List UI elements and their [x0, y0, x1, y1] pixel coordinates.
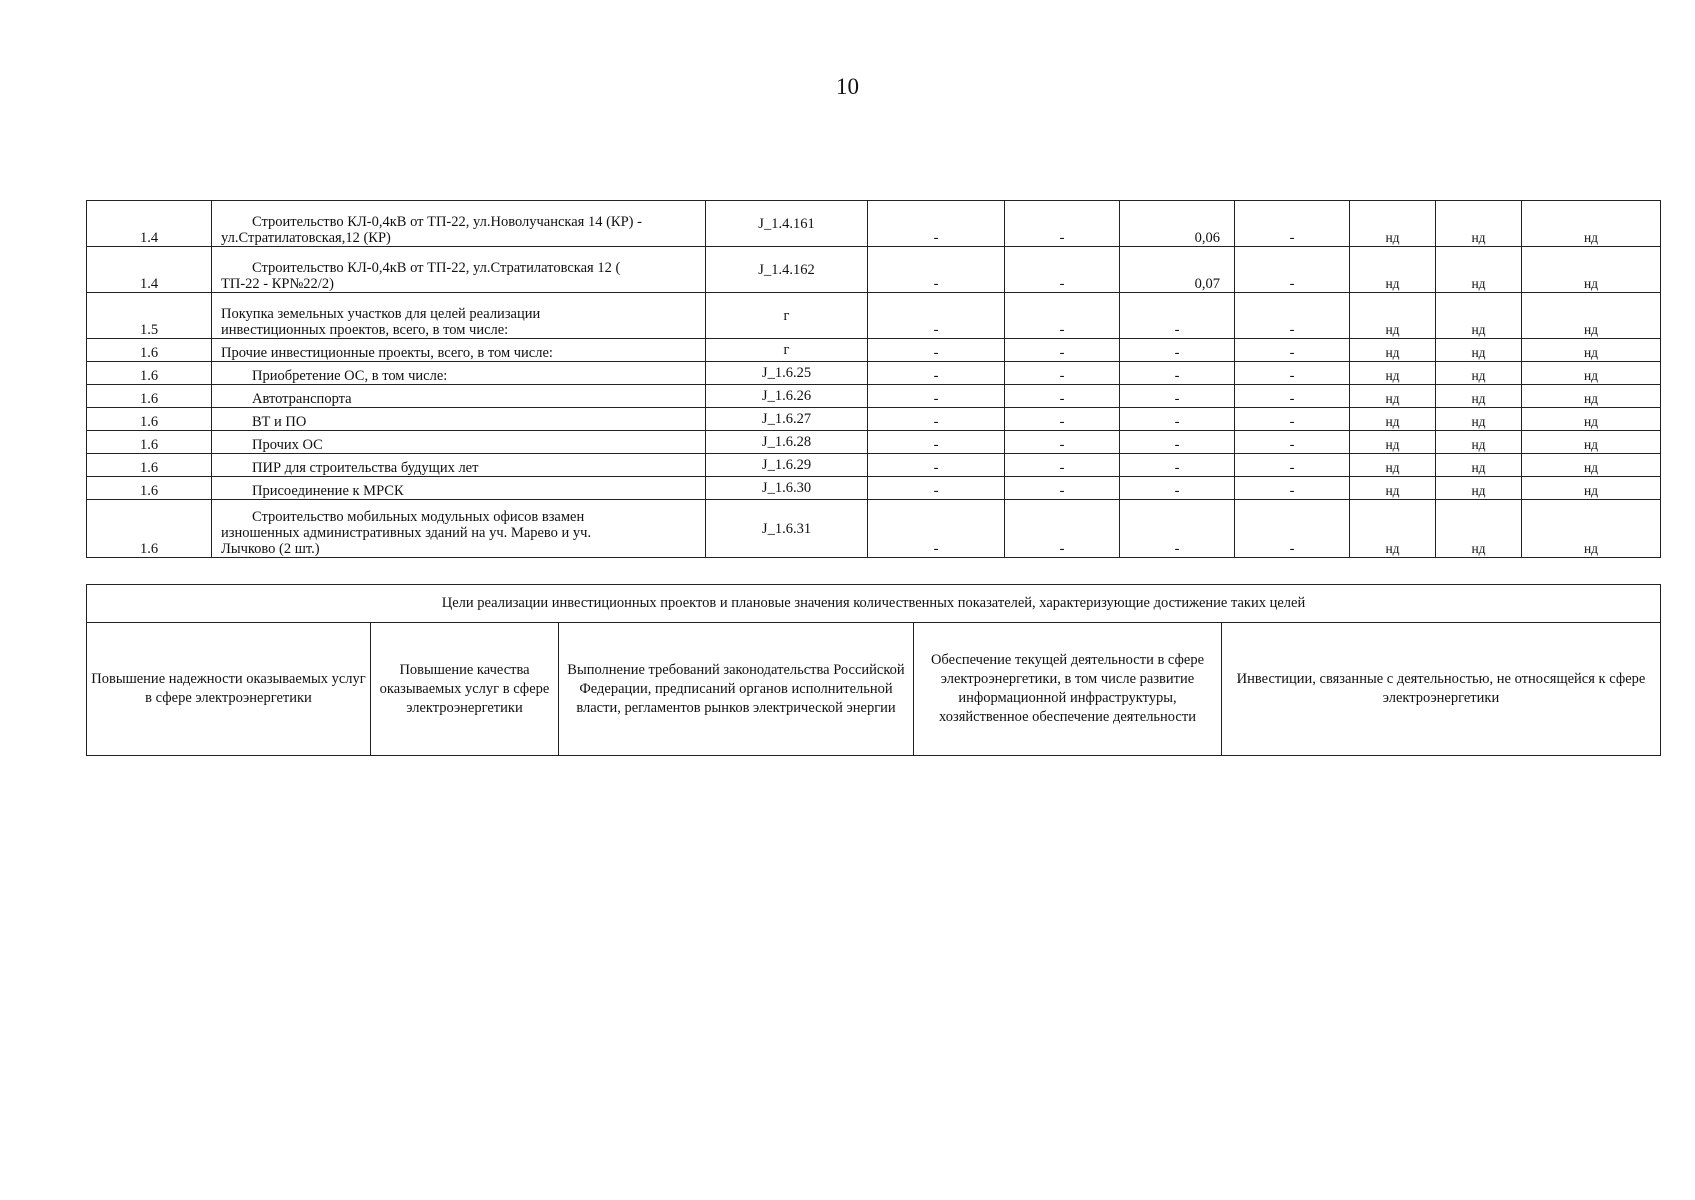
value-cell: - — [868, 431, 1005, 454]
value-cell: - — [868, 408, 1005, 431]
value-cell: - — [1120, 339, 1235, 362]
project-code: J_1.6.31 — [706, 500, 868, 558]
value-cell: - — [1120, 362, 1235, 385]
no-data-cell: нд — [1436, 362, 1522, 385]
no-data-cell: нд — [1522, 293, 1661, 339]
value-cell: - — [1235, 408, 1350, 431]
no-data-cell: нд — [1436, 293, 1522, 339]
project-name — [212, 431, 706, 454]
project-code: J_1.4.161 — [706, 201, 868, 247]
project-name-line: ул.Стратилатовская,12 (КР) — [221, 230, 391, 246]
value-cell: - — [868, 247, 1005, 293]
value-cell: - — [1005, 500, 1120, 558]
no-data-cell: нд — [1350, 431, 1436, 454]
value-cell: - — [1235, 431, 1350, 454]
table-row — [87, 247, 1661, 293]
table-row — [87, 500, 1661, 558]
project-name-line: ПИР для строительства будущих лет — [252, 460, 479, 476]
value-cell: - — [1235, 385, 1350, 408]
value-cell: - — [1120, 454, 1235, 477]
no-data-cell: нд — [1350, 339, 1436, 362]
no-data-cell: нд — [1350, 477, 1436, 500]
table-row — [87, 201, 1661, 247]
goals-table — [86, 584, 1661, 756]
project-name — [212, 362, 706, 385]
no-data-cell: нд — [1436, 500, 1522, 558]
value-cell: - — [868, 500, 1005, 558]
table-row — [87, 408, 1661, 431]
project-name — [212, 454, 706, 477]
no-data-cell: нд — [1350, 201, 1436, 247]
project-code: J_1.4.162 — [706, 247, 868, 293]
project-name-line: Строительство КЛ-0,4кВ от ТП-22, ул.Новолучанская 14 (КР) - — [252, 214, 642, 230]
value-cell: - — [1005, 385, 1120, 408]
project-name-line: Лычково (2 шт.) — [221, 541, 320, 557]
value-cell: - — [1235, 247, 1350, 293]
row-number: 1.4 — [87, 247, 212, 293]
project-name-line: ВТ и ПО — [252, 414, 307, 430]
no-data-cell: нд — [1522, 339, 1661, 362]
project-name-line: изношенных административных зданий на уч. Марево и уч. — [221, 525, 592, 541]
project-name — [212, 477, 706, 500]
project-code: г — [706, 339, 868, 362]
investment-projects-table — [86, 200, 1661, 558]
value-cell: - — [1120, 500, 1235, 558]
value-cell: - — [1005, 339, 1120, 362]
no-data-cell: нд — [1522, 362, 1661, 385]
value-cell: - — [868, 339, 1005, 362]
project-name — [212, 201, 706, 247]
project-code: J_1.6.26 — [706, 385, 868, 408]
goals-columns-row — [87, 623, 1661, 756]
value-cell: - — [868, 477, 1005, 500]
project-name — [212, 408, 706, 431]
goal-quality: Повышение качества оказываемых услуг в сфере электроэнергетики — [371, 623, 559, 756]
value-cell: - — [868, 293, 1005, 339]
project-name-line: Покупка земельных участков для целей реализации — [221, 306, 541, 322]
page-number: 10 — [836, 74, 859, 99]
no-data-cell: нд — [1436, 339, 1522, 362]
row-number: 1.6 — [87, 454, 212, 477]
goals-header: Цели реализации инвестиционных проектов и плановые значения количественных показателей, характеризующие достижение таких целей — [87, 585, 1661, 623]
no-data-cell: нд — [1522, 408, 1661, 431]
no-data-cell: нд — [1350, 500, 1436, 558]
table-row — [87, 477, 1661, 500]
project-name — [212, 385, 706, 408]
table-row — [87, 431, 1661, 454]
value-cell: - — [1005, 477, 1120, 500]
project-name-line: ТП-22 - КР№22/2) — [221, 276, 334, 292]
no-data-cell: нд — [1436, 431, 1522, 454]
project-name-line: Приобретение ОС, в том числе: — [252, 368, 448, 384]
value-cell: - — [1235, 293, 1350, 339]
no-data-cell: нд — [1436, 408, 1522, 431]
table-row — [87, 293, 1661, 339]
project-name-line: Присоединение к МРСК — [252, 483, 404, 499]
no-data-cell: нд — [1350, 408, 1436, 431]
row-number: 1.4 — [87, 201, 212, 247]
row-number: 1.5 — [87, 293, 212, 339]
no-data-cell: нд — [1436, 247, 1522, 293]
project-code: J_1.6.25 — [706, 362, 868, 385]
value-cell: 0,07 — [1120, 247, 1235, 293]
value-cell: - — [1235, 477, 1350, 500]
row-number: 1.6 — [87, 339, 212, 362]
value-cell: - — [868, 201, 1005, 247]
no-data-cell: нд — [1350, 293, 1436, 339]
project-name-line: инвестиционных проектов, всего, в том числе: — [221, 322, 509, 338]
value-cell: - — [1120, 293, 1235, 339]
no-data-cell: нд — [1350, 362, 1436, 385]
goals-header-row — [87, 585, 1661, 623]
project-name — [212, 247, 706, 293]
goal-non-energy-investments: Инвестиции, связанные с деятельностью, не относящейся к сфере электроэнергетики — [1222, 623, 1661, 756]
value-cell: - — [1005, 454, 1120, 477]
row-number: 1.6 — [87, 500, 212, 558]
no-data-cell: нд — [1350, 247, 1436, 293]
no-data-cell: нд — [1522, 247, 1661, 293]
no-data-cell: нд — [1436, 477, 1522, 500]
value-cell: - — [1120, 477, 1235, 500]
no-data-cell: нд — [1522, 385, 1661, 408]
project-name-line: Прочих ОС — [252, 437, 323, 453]
table-row — [87, 339, 1661, 362]
project-name-line: Строительство мобильных модульных офисов взамен — [252, 509, 585, 525]
no-data-cell: нд — [1350, 385, 1436, 408]
investment-projects-body — [87, 201, 1661, 558]
project-name-line: Автотранспорта — [252, 391, 352, 407]
project-name — [212, 293, 706, 339]
row-number: 1.6 — [87, 385, 212, 408]
project-name-line: Прочие инвестиционные проекты, всего, в том числе: — [221, 345, 553, 361]
no-data-cell: нд — [1522, 500, 1661, 558]
project-name-line: Строительство КЛ-0,4кВ от ТП-22, ул.Стратилатовская 12 ( — [252, 260, 621, 276]
project-code: J_1.6.27 — [706, 408, 868, 431]
value-cell: - — [1235, 454, 1350, 477]
goal-reliability: Повышение надежности оказываемых услуг в сфере электроэнергетики — [87, 623, 371, 756]
project-code: J_1.6.30 — [706, 477, 868, 500]
project-name — [212, 339, 706, 362]
value-cell: - — [1235, 201, 1350, 247]
table-row — [87, 362, 1661, 385]
no-data-cell: нд — [1350, 454, 1436, 477]
value-cell: - — [1005, 293, 1120, 339]
value-cell: - — [1120, 385, 1235, 408]
value-cell: - — [1005, 431, 1120, 454]
value-cell: - — [868, 362, 1005, 385]
table-row — [87, 385, 1661, 408]
row-number: 1.6 — [87, 431, 212, 454]
value-cell: - — [1005, 201, 1120, 247]
value-cell: - — [1005, 247, 1120, 293]
no-data-cell: нд — [1522, 477, 1661, 500]
row-number: 1.6 — [87, 408, 212, 431]
project-code: J_1.6.28 — [706, 431, 868, 454]
value-cell: - — [868, 454, 1005, 477]
value-cell: 0,06 — [1120, 201, 1235, 247]
goal-current-operations: Обеспечение текущей деятельности в сфере электроэнергетики, в том числе развитие информационной инфраструктуры, хозяйственное обеспечение деятельности — [914, 623, 1222, 756]
no-data-cell: нд — [1436, 454, 1522, 477]
project-name — [212, 500, 706, 558]
value-cell: - — [1235, 339, 1350, 362]
goal-legal-compliance: Выполнение требований законодательства Российской Федерации, предписаний органов исполнительной власти, регламентов рынков электрической энергии — [559, 623, 914, 756]
value-cell: - — [1120, 431, 1235, 454]
value-cell: - — [1235, 500, 1350, 558]
no-data-cell: нд — [1522, 431, 1661, 454]
project-code: г — [706, 293, 868, 339]
row-number: 1.6 — [87, 362, 212, 385]
no-data-cell: нд — [1436, 385, 1522, 408]
value-cell: - — [1005, 362, 1120, 385]
value-cell: - — [1120, 408, 1235, 431]
value-cell: - — [1005, 408, 1120, 431]
table-row — [87, 454, 1661, 477]
no-data-cell: нд — [1436, 201, 1522, 247]
no-data-cell: нд — [1522, 454, 1661, 477]
value-cell: - — [1235, 362, 1350, 385]
no-data-cell: нд — [1522, 201, 1661, 247]
value-cell: - — [868, 385, 1005, 408]
row-number: 1.6 — [87, 477, 212, 500]
project-code: J_1.6.29 — [706, 454, 868, 477]
